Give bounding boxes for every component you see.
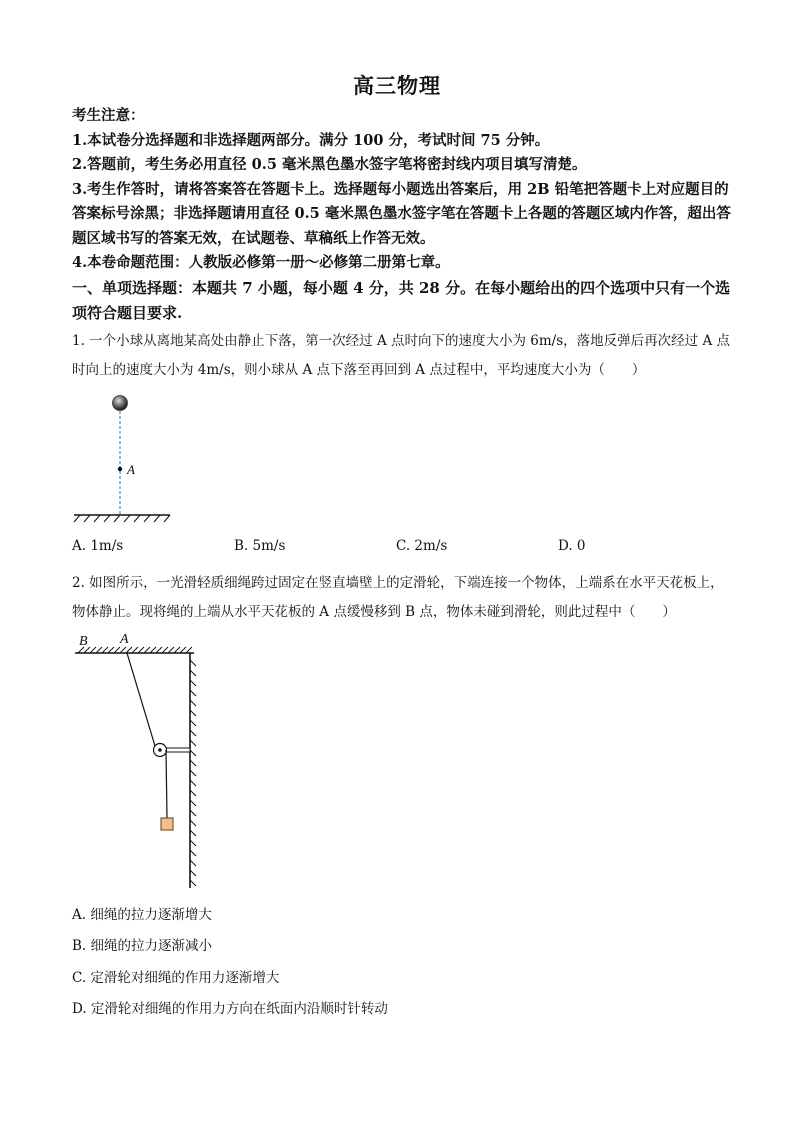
option-c[interactable]: C. 2m/s — [396, 538, 448, 554]
option-c[interactable]: C. 定滑轮对细绳的作用力逐渐增大 — [72, 970, 280, 986]
option-a[interactable]: A. 1m/s — [72, 538, 124, 554]
ball-icon — [113, 396, 128, 411]
notice-block — [72, 104, 732, 276]
point-b-label: B — [79, 634, 88, 649]
point-a-label: A — [120, 632, 129, 647]
notice-item: 2.答题前，考生务必用直径 0.5 毫米黑色墨水签字笔将密封线内项目填写清楚。 — [72, 156, 587, 173]
ceiling-hatch — [78, 647, 192, 653]
rope-upper — [127, 653, 155, 746]
wall-hatch — [190, 660, 196, 886]
notice-item: 3.考生作答时，请将答案答在答题卡上。选择题每小题选出答案后，用 2B 铅笔把答题卡上对应题目的答案标号涂黑；非选择题请用直径 0.5 毫米黑色墨水签字笔在答题卡上各题的答题区域内作答，超出答题区域书写的答案无效，在试题卷、草稿纸上作答无效。 — [72, 180, 731, 247]
block-icon — [161, 818, 173, 830]
option-d[interactable]: D. 0 — [558, 538, 586, 554]
option-b[interactable]: B. 5m/s — [234, 538, 286, 554]
page-title: 高三物理 — [353, 73, 441, 98]
question-2-text: 2. 如图所示，一光滑轻质细绳跨过固定在竖直墙壁上的定滑轮，下端连接一个物体，上端系在水平天花板上，物体静止。现将绳的上端从水平天花板的 A 点缓慢移到 B 点，物体未碰到滑轮，则此过程中（ ） — [72, 575, 724, 620]
question-2-figure — [70, 628, 205, 893]
point-a-dot — [118, 467, 122, 471]
question-1-text: 1. 一个小球从离地某高处由静止下落，第一次经过 A 点时向下的速度大小为 6m/s，落地反弹后再次经过 A 点时向上的速度大小为 4m/s，则小球从 A 点下落至再回到 A 点过程中，平均速度大小为（ ） — [72, 333, 730, 378]
notice-item: 1.本试卷分选择题和非选择题两部分。满分 100 分，考试时间 75 分钟。 — [72, 131, 550, 149]
notice-heading: 考生注意： — [72, 107, 145, 124]
section-heading: 一、单项选择题：本题共 7 小题，每小题 4 分，共 28 分。在每小题给出的四个选项中只有一个选项符合题目要求. — [72, 279, 731, 322]
option-d[interactable]: D. 定滑轮对细绳的作用力方向在纸面内沿顺时针转动 — [72, 1001, 388, 1017]
option-a[interactable]: A. 细绳的拉力逐渐增大 — [72, 907, 212, 923]
notice-item: 4.本卷命题范围：人教版必修第一册～必修第二册第七章。 — [72, 254, 450, 271]
ground-hatch — [74, 515, 170, 522]
option-b[interactable]: B. 细绳的拉力逐渐减小 — [72, 938, 213, 954]
rope-lower — [166, 750, 167, 818]
question-1-figure — [68, 390, 178, 525]
point-a-label: A — [127, 462, 135, 477]
pulley-axle — [158, 748, 162, 752]
